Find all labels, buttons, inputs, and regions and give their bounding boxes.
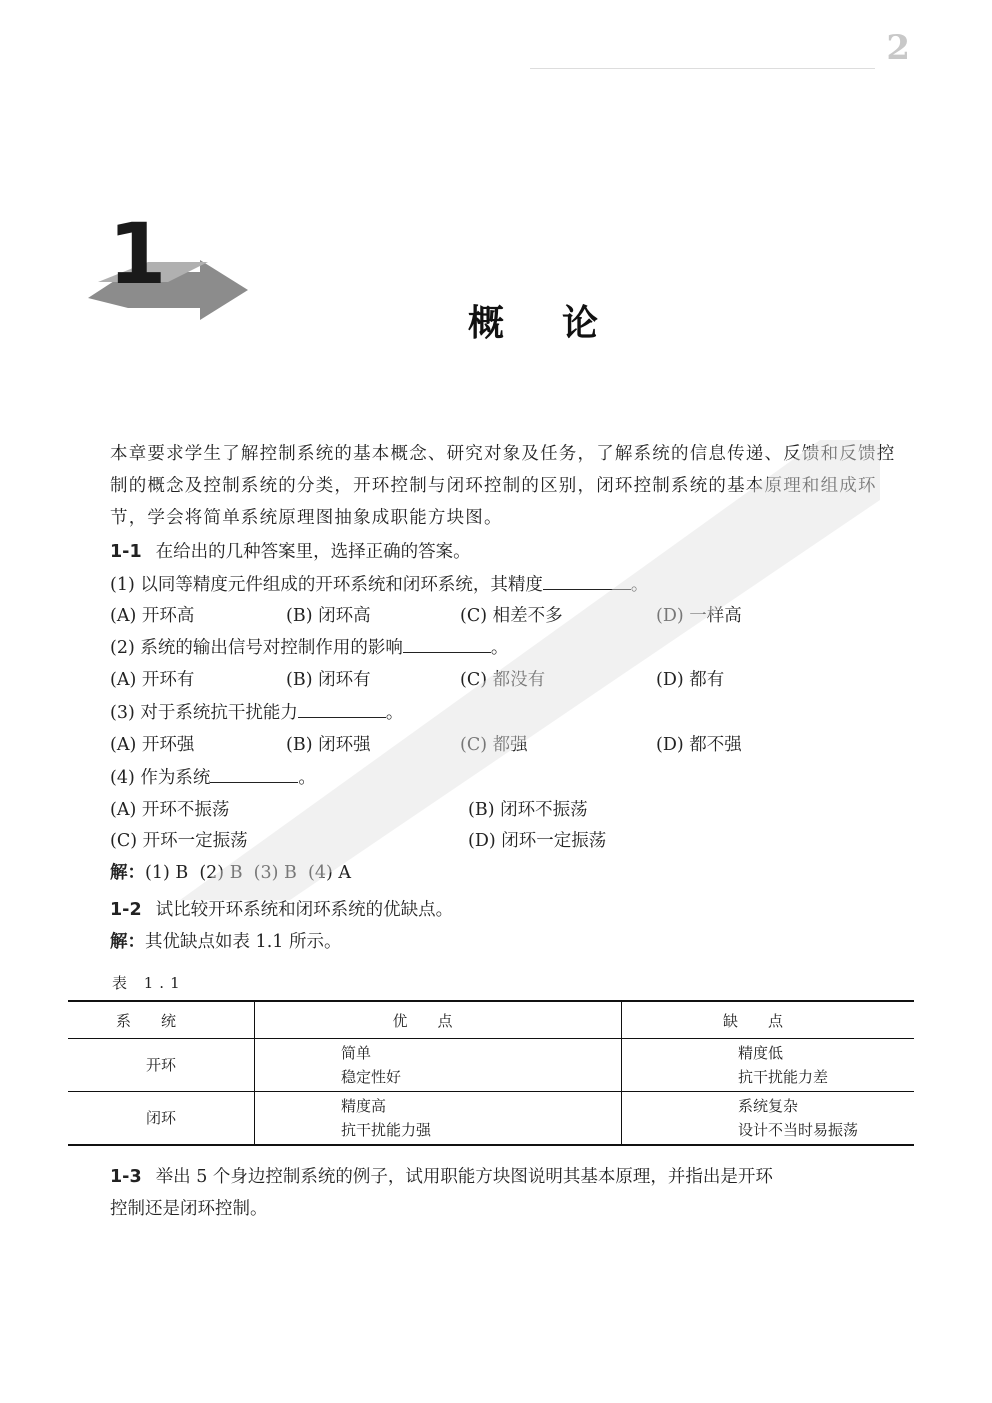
cell-system: 闭环 [68,1092,255,1146]
cell-pros [255,1039,622,1092]
option: (B) 闭环有 [286,670,371,690]
question-number: 1-2 [110,900,142,920]
option: (A) 开环有 [110,670,195,690]
con-item: 抗干扰能力差 [738,1068,829,1086]
option: (B) 闭环高 [286,606,371,626]
answer-blank [298,701,386,718]
sub-question-stem: (4) 作为系统 [110,768,211,788]
option: (C) 都没有 [460,670,546,690]
sub-question-4 [110,766,316,790]
answer-blank [403,636,491,653]
sub-question-tail: 。 [385,703,404,723]
sub-question-2 [110,636,508,660]
chapter-title: 概论 [468,303,657,344]
question-text: 控制还是闭环控制。 [110,1199,268,1219]
question-text: 在给出的几种答案里，选择正确的答案。 [155,542,471,562]
sub-question-1 [110,573,648,597]
question-text: 试比较开环系统和闭环系统的优缺点。 [155,900,454,920]
con-item: 系统复杂 [738,1097,799,1115]
option: (D) 都有 [656,670,725,690]
con-item: 设计不当时易振荡 [738,1121,859,1139]
question-number: 1-1 [110,542,142,562]
sub-question-tail: 。 [298,768,316,788]
pro-item: 抗干扰能力强 [341,1121,432,1139]
header-cons: 缺点 [622,1001,915,1039]
option: (B) 闭环不振荡 [468,800,588,820]
question-text: 举出 5 个身边控制系统的例子，试用职能方块图说明其基本原理，并指出是开环 [155,1167,773,1187]
cell-system: 开环 [68,1039,255,1092]
cell-cons [622,1039,915,1092]
question-1-1 [110,540,471,564]
table-row [68,1039,914,1092]
header-rule [530,68,875,69]
table-row [68,1092,914,1146]
option: (B) 闭环强 [286,735,371,755]
option: (C) 开环一定振荡 [110,831,248,851]
option: (C) 相差不多 [460,606,563,626]
option: (A) 开环不振荡 [110,800,230,820]
comparison-table [68,1000,914,1146]
answer-text: 其优缺点如表 1.1 所示。 [145,932,342,952]
option: (A) 开环强 [110,735,195,755]
option: (C) 都强 [460,735,528,755]
header-system: 系统 [68,1001,255,1039]
answer-1-2 [110,930,341,954]
page-number: 2 [886,28,910,68]
question-1-3 [110,1165,773,1189]
option: (A) 开环高 [110,606,195,626]
con-item: 精度低 [738,1044,784,1062]
answer-text: (1) B (2) B (3) B (4) A [145,863,352,883]
sub-question-tail: 。 [490,638,509,658]
option: (D) 一样高 [656,606,742,626]
table-caption: 表 1.1 [112,974,186,992]
sub-question-stem: (1) 以同等精度元件组成的开环系统和闭环系统，其精度 [110,575,543,595]
option: (D) 都不强 [656,735,742,755]
answer-1-1 [110,861,351,885]
pro-item: 稳定性好 [341,1068,402,1086]
sub-question-tail: 。 [630,575,649,595]
header-pros: 优点 [255,1001,622,1039]
question-1-2 [110,898,453,922]
answer-label: 解： [110,932,145,952]
table-header-row [68,1001,914,1039]
option: (D) 闭环一定振荡 [468,831,607,851]
question-1-3-cont [110,1197,268,1221]
answer-label: 解： [110,863,145,883]
pro-item: 简单 [341,1044,372,1062]
question-number: 1-3 [110,1167,142,1187]
cell-cons [622,1092,915,1146]
chapter-intro: 本章要求学生了解控制系统的基本概念、研究对象及任务，了解系统的信息传递、反馈和反馈控制的概念及控制系统的分类，开环控制与闭环控制的区别，闭环控制系统的基本原理和组成环节，学会将简单系统原理图抽象成职能方块图。 [110,444,896,528]
chapter-number: 1 [108,205,167,303]
sub-question-3 [110,701,403,725]
sub-question-stem: (3) 对于系统抗干扰能力 [110,703,298,723]
cell-pros [255,1092,622,1146]
answer-blank [210,766,298,783]
pro-item: 精度高 [341,1097,387,1115]
sub-question-stem: (2) 系统的输出信号对控制作用的影响 [110,638,403,658]
answer-blank [543,573,631,590]
